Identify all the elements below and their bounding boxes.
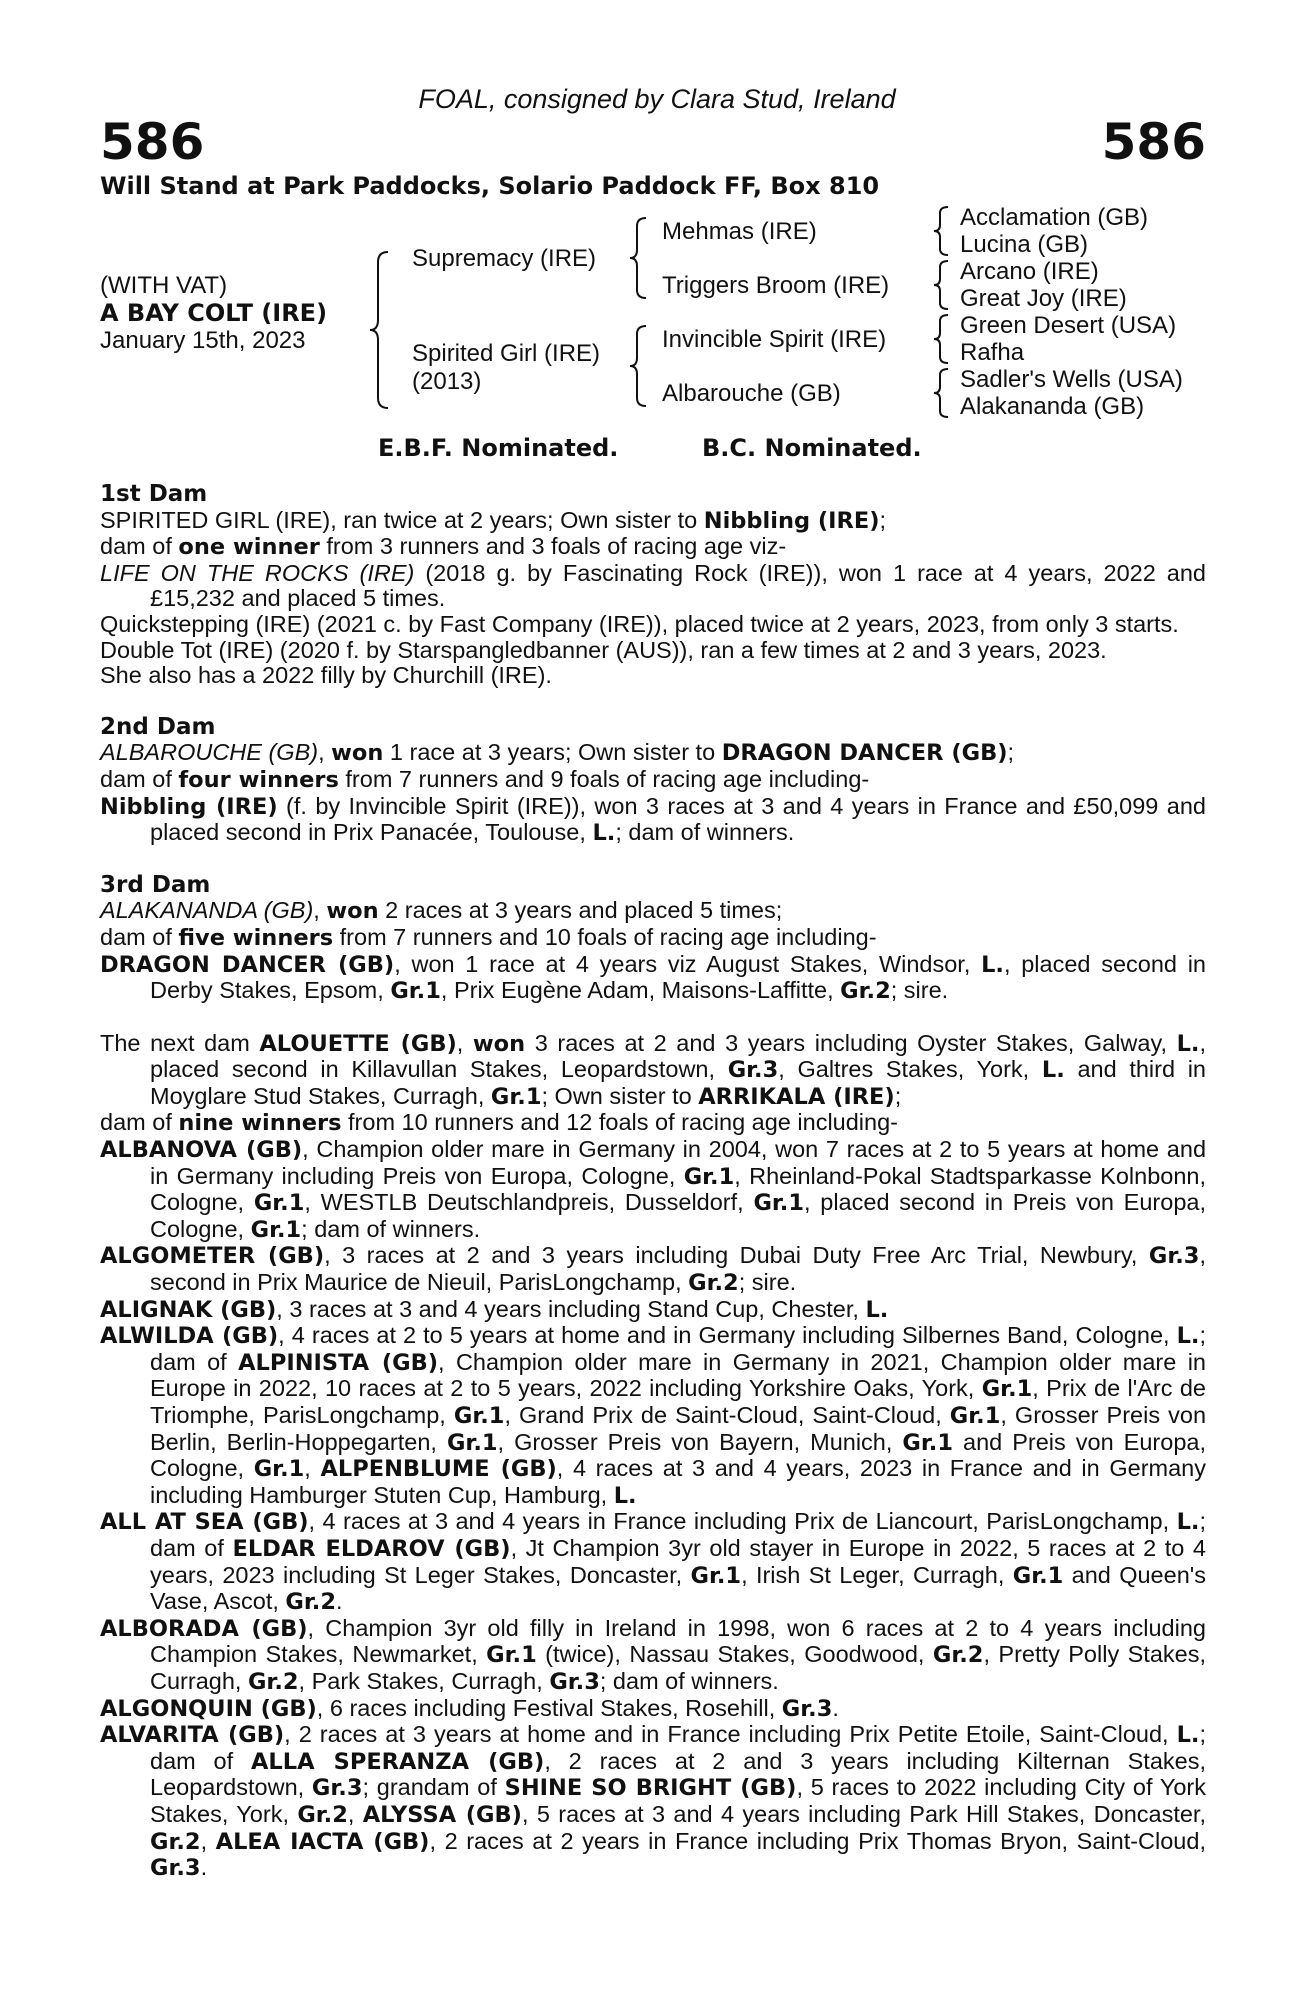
pedigree-brace-g1 [932,205,950,257]
progeny-entry: ALL AT SEA (GB), 4 races at 3 and 4 years in France including Prix de Liancourt, ParisLongchamp, L.; dam of ELDAR ELDAROV (GB), Jt Champion 3yr old stayer in Europe in 2022, 5 races at 2 to 4 years, 2023 including St Leger Stakes, Doncaster, Gr.1, Irish St Leger, Curragh, Gr.1 and Queen's Vase, Ascot, Gr.2. [100,1508,1207,1616]
pedigree-brace-dam [628,324,648,408]
sire-name: Supremacy (IRE) [412,245,597,272]
second-dam-line-2: dam of four winners from 7 runners and 9 foals of racing age including- [100,765,870,793]
third-dam-section [100,873,1206,1005]
pedigree-brace-g4 [932,367,950,419]
progeny-entry: LIFE ON THE ROCKS (IRE) (2018 g. by Fascinating Rock (IRE)), won 1 race at 4 years, 2022 and £15,232 and placed 5 times. [100,559,1207,612]
ancestor-g3: Arcano (IRE) [960,258,1099,285]
date-of-birth: January 15th, 2023 [100,327,306,354]
progeny-entry: Quickstepping (IRE) (2021 c. by Fast Company (IRE)), placed twice at 2 years, 2023, from only 3 starts. [100,610,1179,637]
dam-foaled-year: (2013) [412,368,482,395]
pedigree-brace-sire [628,216,648,300]
first-dam-heading: 1st Dam [100,481,208,507]
third-dam-heading: 3rd Dam [100,871,211,898]
consignment-line: FOAL, consigned by Clara Stud, Ireland [418,84,896,114]
horse-name: A BAY COLT (IRE) [100,299,328,327]
progeny-entry: Nibbling (IRE) (f. by Invincible Spirit (IRE)), won 3 races at 3 and 4 years in France and £50,099 and placed second in Prix Panacée, Toulouse, L.; dam of winners. [100,792,1206,847]
second-dam-line-1: ALBAROUCHE (GB), won 1 race at 3 years; Own sister to DRAGON DANCER (GB); [100,739,1015,767]
lot-number-left: 586 [100,113,205,171]
dam-sire-name: Invincible Spirit (IRE) [662,326,887,353]
progeny-entry: ALBANOVA (GB), Champion older mare in Germany in 2004, won 7 races at 2 to 5 years at home and in Germany including Preis von Europa, Cologne, Gr.1, Rheinland-Pokal Stadtsparkasse Kolnbonn, Cologne, Gr.1, WESTLB Deutschlandpreis, Dusseldorf, Gr.1, placed second in Preis von Europa, Cologne, Gr.1; dam of winners. [100,1136,1207,1243]
first-dam-note: She also has a 2022 filly by Churchill (IRE). [100,662,552,689]
next-dam-summary: dam of nine winners from 10 runners and 12 foals of racing age including- [100,1109,898,1137]
progeny-entry: ALIGNAK (GB), 3 races at 3 and 4 years including Stand Cup, Chester, L. [100,1295,889,1323]
ancestor-g6: Rafha [960,339,1025,366]
progeny-entry: ALWILDA (GB), 4 races at 2 to 5 years at home and in Germany including Silbernes Band, Cologne, L.; dam of ALPINISTA (GB), Champion older mare in Germany in 2021, Champion older mare in Europe in 2022, 10 races at 2 to 5 years, 2022 including Yorkshire Oaks, York, Gr.1, Prix de l'Arc de Triomphe, ParisLongchamp, Gr.1, Grand Prix de Saint-Cloud, Saint-Cloud, Gr.1, Grosser Preis von Berlin, Berlin-Hoppegarten, Gr.1, Grosser Preis von Bayern, Munich, Gr.1 and Preis von Europa, Cologne, Gr.1, ALPENBLUME (GB), 4 races at 3 and 4 years, 2023 in France and in Germany including Hamburger Stuten Cup, Hamburg, L. [100,1322,1207,1509]
ancestor-g2: Lucina (GB) [960,231,1089,258]
first-dam-line-1: SPIRITED GIRL (IRE), ran twice at 2 years; Own sister to Nibbling (IRE); [100,506,887,534]
progeny-entry: ALGOMETER (GB), 3 races at 2 and 3 years including Dubai Duty Free Arc Trial, Newbury, Gr.3, second in Prix Maurice de Nieuil, ParisLongchamp, Gr.2; sire. [100,1242,1206,1297]
ancestor-g8: Alakananda (GB) [960,393,1145,420]
ancestor-g1: Acclamation (GB) [960,204,1149,231]
catalogue-body [100,482,1206,1882]
pedigree-brace-g3 [932,313,950,365]
progeny-entry: ALVARITA (GB), 2 races at 3 years at home and in France including Prix Petite Etoile, Saint-Cloud, L.; dam of ALLA SPERANZA (GB), 2 races at 2 and 3 years including Kilternan Stakes, Leopardstown, Gr.3; grandam of SHINE SO BRIGHT (GB), 5 races to 2022 including City of York Stakes, York, Gr.2, ALYSSA (GB), 5 races at 3 and 4 years including Park Hill Stakes, Doncaster, Gr.2, ALEA IACTA (GB), 2 races at 2 years in France including Prix Thomas Bryon, Saint-Cloud, Gr.3. [100,1721,1206,1882]
pedigree-brace-main [368,250,390,410]
sire-sire-name: Mehmas (IRE) [662,218,817,245]
next-dam-line: The next dam ALOUETTE (GB), won 3 races at 2 and 3 years including Oyster Stakes, Galway, L., placed second in Killavullan Stakes, Leopardstown, Gr.3, Galtres Stakes, York, L. and third in Moyglare Stud Stakes, Curragh, Gr.1; Own sister to ARRIKALA (IRE); [100,1029,1207,1110]
stand-location: Will Stand at Park Paddocks, Solario Paddock FF, Box 810 [100,172,880,200]
second-dam-heading: 2nd Dam [100,713,216,740]
first-dam-line-2: dam of one winner from 3 runners and 3 foals of racing age viz- [100,533,787,561]
ebf-nominated: E.B.F. Nominated. [378,434,619,462]
progeny-entry: ALGONQUIN (GB), 6 races including Festival Stakes, Rosehill, Gr.3. [100,1694,839,1722]
ancestor-g5: Green Desert (USA) [960,312,1177,339]
progeny-entry: ALBORADA (GB), Champion 3yr old filly in Ireland in 1998, won 6 races at 2 to 4 years including Champion Stakes, Newmarket, Gr.1 (twice), Nassau Stakes, Goodwood, Gr.2, Pretty Polly Stakes, Curragh, Gr.2, Park Stakes, Curragh, Gr.3; dam of winners. [100,1614,1206,1695]
third-dam-line-1: ALAKANANDA (GB), won 2 races at 3 years and placed 5 times; [100,897,783,925]
first-dam-section [100,482,1206,689]
dam-name: Spirited Girl (IRE) [412,340,601,367]
pedigree-brace-g2 [932,259,950,311]
progeny-entry: Double Tot (IRE) (2020 f. by Starspangledbanner (AUS)), ran a few times at 2 and 3 years, 2023. [100,636,1107,663]
second-dam-section [100,715,1206,847]
progeny-entry: DRAGON DANCER (GB), won 1 race at 4 years viz August Stakes, Windsor, L., placed second in Derby Stakes, Epsom, Gr.1, Prix Eugène Adam, Maisons-Laffitte, Gr.2; sire. [100,950,1206,1005]
ancestor-g4: Great Joy (IRE) [960,285,1127,312]
lot-number-right: 586 [1101,113,1206,171]
sire-dam-name: Triggers Broom (IRE) [662,272,890,299]
vat-note: (WITH VAT) [100,272,228,299]
bc-nominated: B.C. Nominated. [702,434,922,462]
next-dam-section [100,1031,1206,1882]
dam-dam-name: Albarouche (GB) [662,380,841,407]
third-dam-line-2: dam of five winners from 7 runners and 10 foals of racing age including- [100,923,877,951]
ancestor-g7: Sadler's Wells (USA) [960,366,1183,393]
